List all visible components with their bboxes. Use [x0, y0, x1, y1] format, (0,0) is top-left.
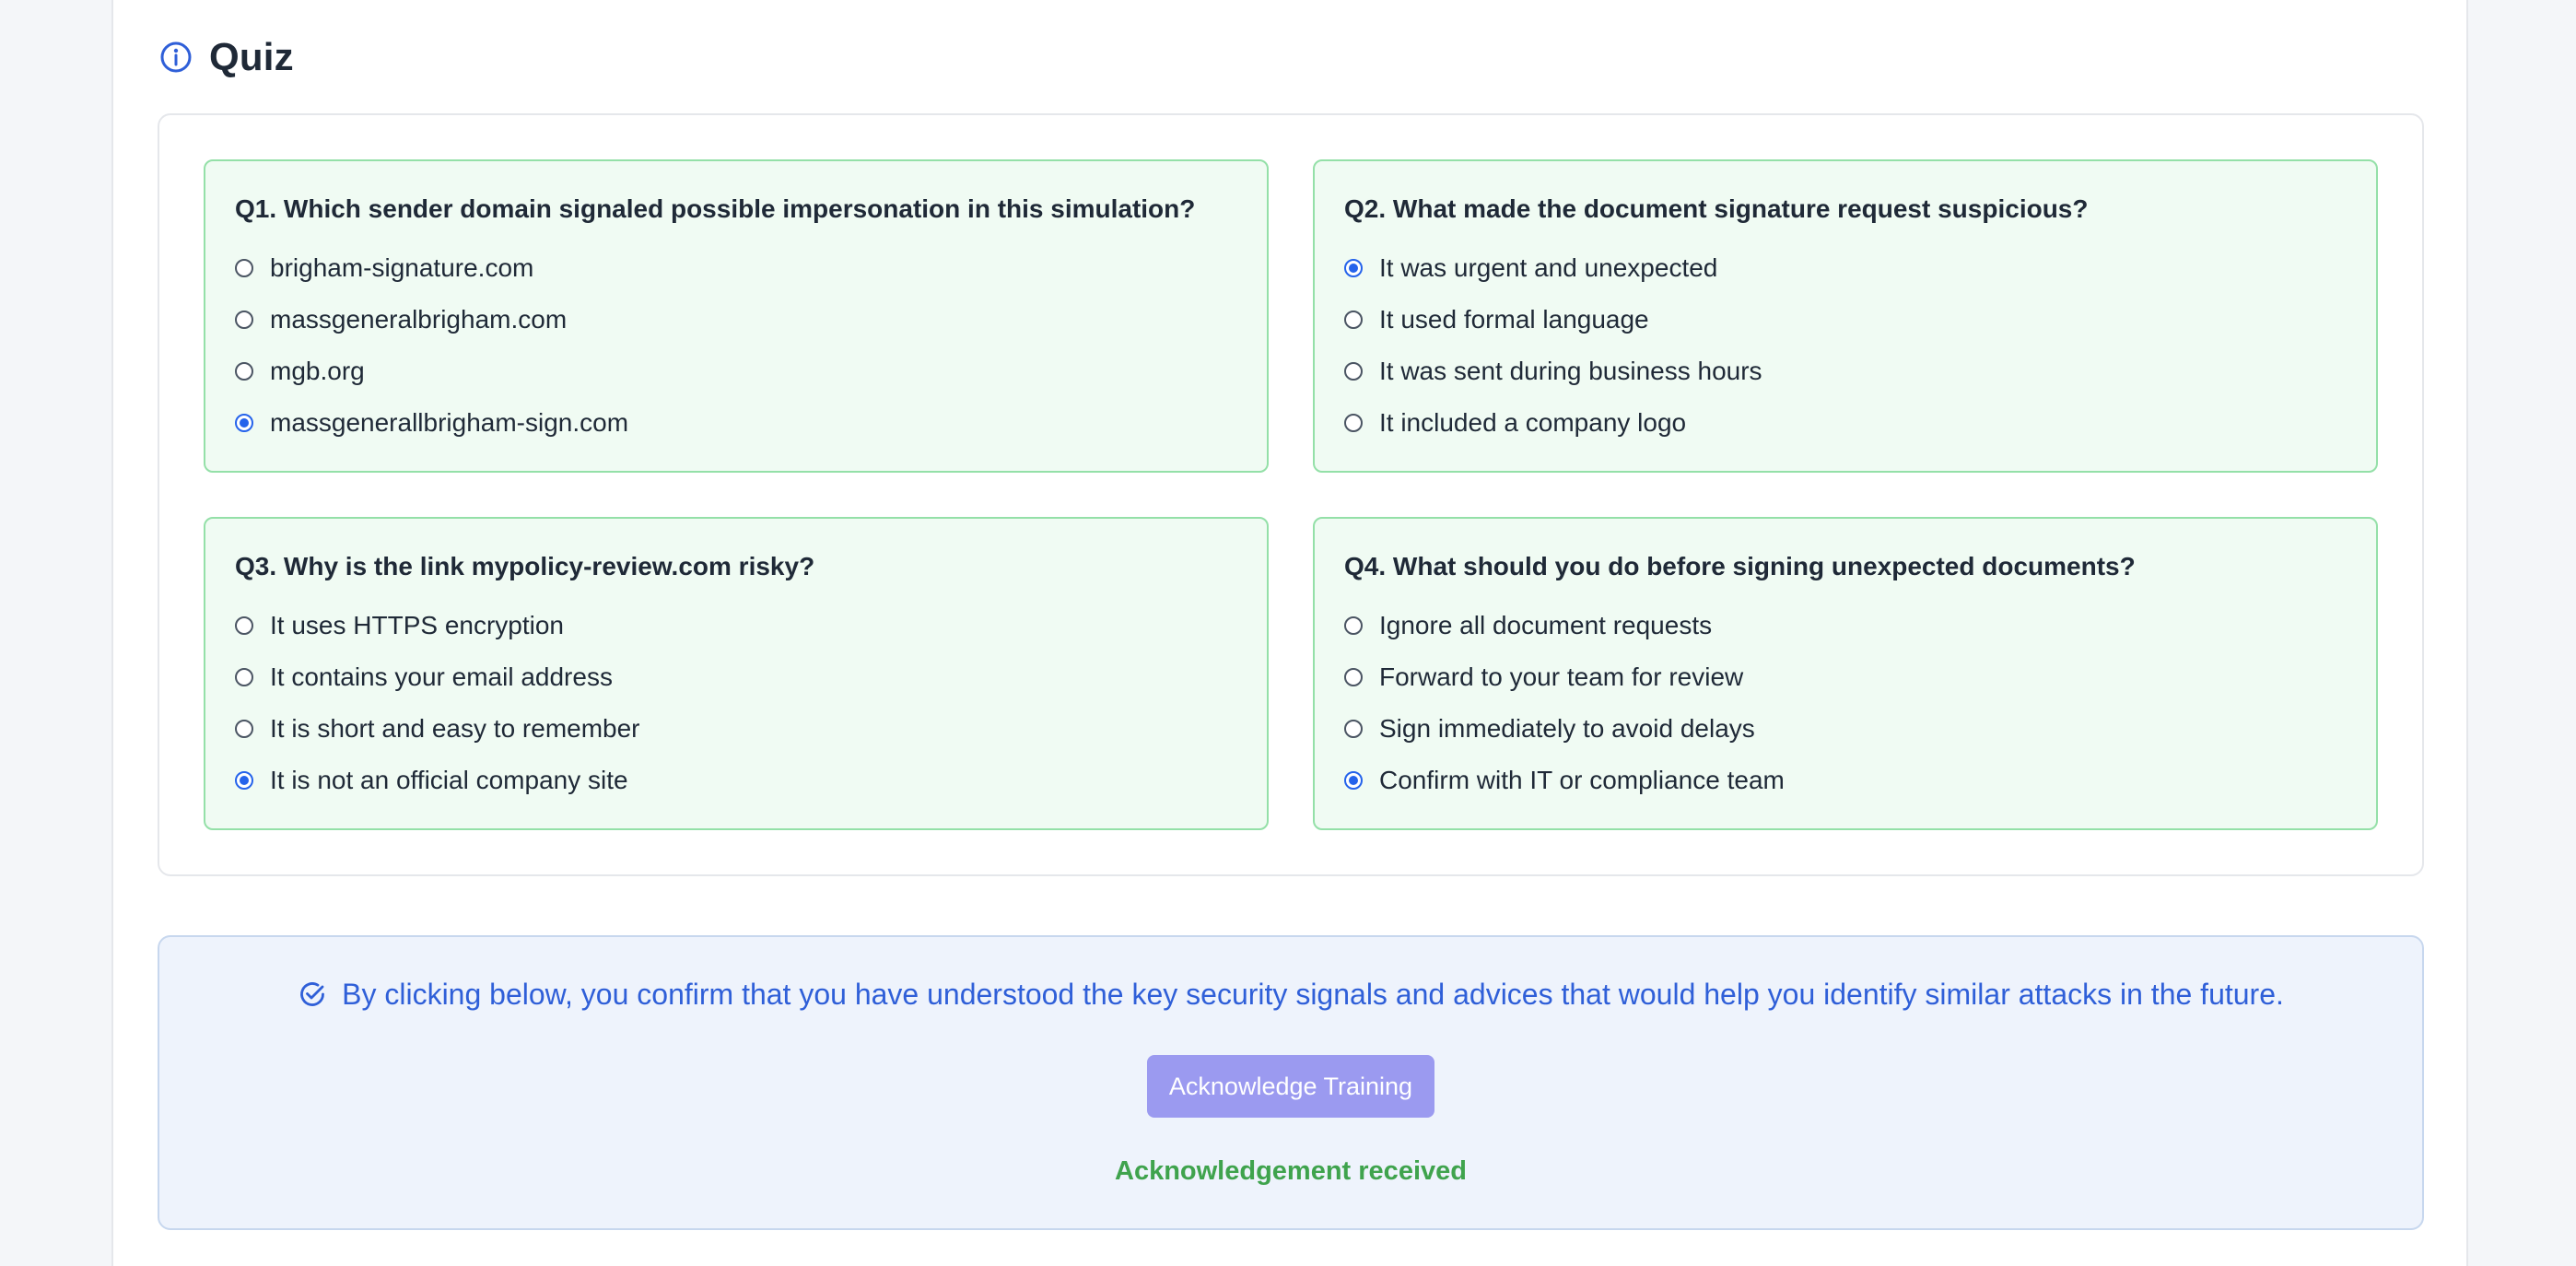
- answer-label: It is short and easy to remember: [270, 714, 640, 743]
- answer-label: Ignore all document requests: [1379, 611, 1713, 639]
- answer-label: Forward to your team for review: [1379, 662, 1744, 691]
- radio-button[interactable]: [235, 771, 253, 790]
- answer-label: It is not an official company site: [270, 766, 628, 794]
- answer-option[interactable]: [1344, 397, 2376, 449]
- quiz-panel: [158, 113, 2424, 876]
- check-circle-icon: [298, 979, 327, 1009]
- quiz-title: Quiz: [209, 35, 294, 78]
- answer-label: It used formal language: [1379, 305, 1649, 334]
- answer-label: massgeneralbrigham.com: [270, 305, 568, 334]
- radio-button[interactable]: [1344, 259, 1363, 277]
- answer-label: mgb.org: [270, 357, 365, 385]
- radio-button[interactable]: [1344, 616, 1363, 635]
- question-card-2: [1313, 159, 2378, 473]
- radio-button[interactable]: [1344, 414, 1363, 432]
- answer-label: Confirm with IT or compliance team: [1379, 766, 1785, 794]
- question-text: Q4. What should you do before signing unexpected documents?: [1344, 552, 2136, 580]
- answer-option[interactable]: [1344, 294, 2376, 346]
- radio-button[interactable]: [1344, 720, 1363, 738]
- question-card-4: [1313, 517, 2378, 830]
- answer-label: brigham-signature.com: [270, 253, 534, 282]
- radio-button[interactable]: [235, 720, 253, 738]
- answer-option[interactable]: [235, 651, 1267, 703]
- question-text: Q2. What made the document signature request suspicious?: [1344, 194, 2089, 223]
- answer-label: It was urgent and unexpected: [1379, 253, 1718, 282]
- answer-option[interactable]: [1344, 755, 2376, 806]
- answer-label: It contains your email address: [270, 662, 613, 691]
- acknowledgement-text: By clicking below, you confirm that you have understood the key security signals and advices that would help you identify similar attacks in the future.: [342, 977, 2284, 1011]
- radio-button[interactable]: [1344, 771, 1363, 790]
- answer-label: It uses HTTPS encryption: [270, 611, 565, 639]
- answer-option[interactable]: [235, 397, 1267, 449]
- quiz-header: [159, 29, 294, 85]
- answer-label: It was sent during business hours: [1379, 357, 1762, 385]
- radio-button[interactable]: [235, 616, 253, 635]
- radio-button[interactable]: [235, 668, 253, 686]
- page-container: [111, 0, 2468, 1266]
- acknowledgement-panel: [158, 935, 2424, 1230]
- answer-option[interactable]: [235, 294, 1267, 346]
- radio-button[interactable]: [1344, 362, 1363, 381]
- answer-label: massgenerallbrigham-sign.com: [270, 408, 629, 437]
- answer-label: It included a company logo: [1379, 408, 1687, 437]
- answer-option[interactable]: [235, 755, 1267, 806]
- radio-button[interactable]: [1344, 311, 1363, 329]
- answer-option[interactable]: [235, 346, 1267, 397]
- acknowledge-training-button[interactable]: Acknowledge Training: [1147, 1055, 1434, 1118]
- radio-button[interactable]: [235, 362, 253, 381]
- question-text: Q1. Which sender domain signaled possible impersonation in this simulation?: [235, 194, 1196, 223]
- acknowledgement-notice: [159, 976, 2422, 1013]
- answer-label: Sign immediately to avoid delays: [1379, 714, 1755, 743]
- answer-option[interactable]: [235, 600, 1267, 651]
- radio-button[interactable]: [1344, 668, 1363, 686]
- acknowledgement-status: Acknowledgement received: [1115, 1156, 1467, 1186]
- answer-option[interactable]: [1344, 703, 2376, 755]
- radio-button[interactable]: [235, 311, 253, 329]
- answer-option[interactable]: [1344, 600, 2376, 651]
- answer-option[interactable]: [1344, 242, 2376, 294]
- answer-option[interactable]: [235, 703, 1267, 755]
- question-card-3: [204, 517, 1269, 830]
- answer-option[interactable]: [235, 242, 1267, 294]
- answer-option[interactable]: [1344, 346, 2376, 397]
- radio-button[interactable]: [235, 259, 253, 277]
- question-card-1: [204, 159, 1269, 473]
- question-text: Q3. Why is the link mypolicy-review.com risky?: [235, 552, 815, 580]
- answer-option[interactable]: [1344, 651, 2376, 703]
- radio-button[interactable]: [235, 414, 253, 432]
- info-circle-icon: [159, 41, 193, 74]
